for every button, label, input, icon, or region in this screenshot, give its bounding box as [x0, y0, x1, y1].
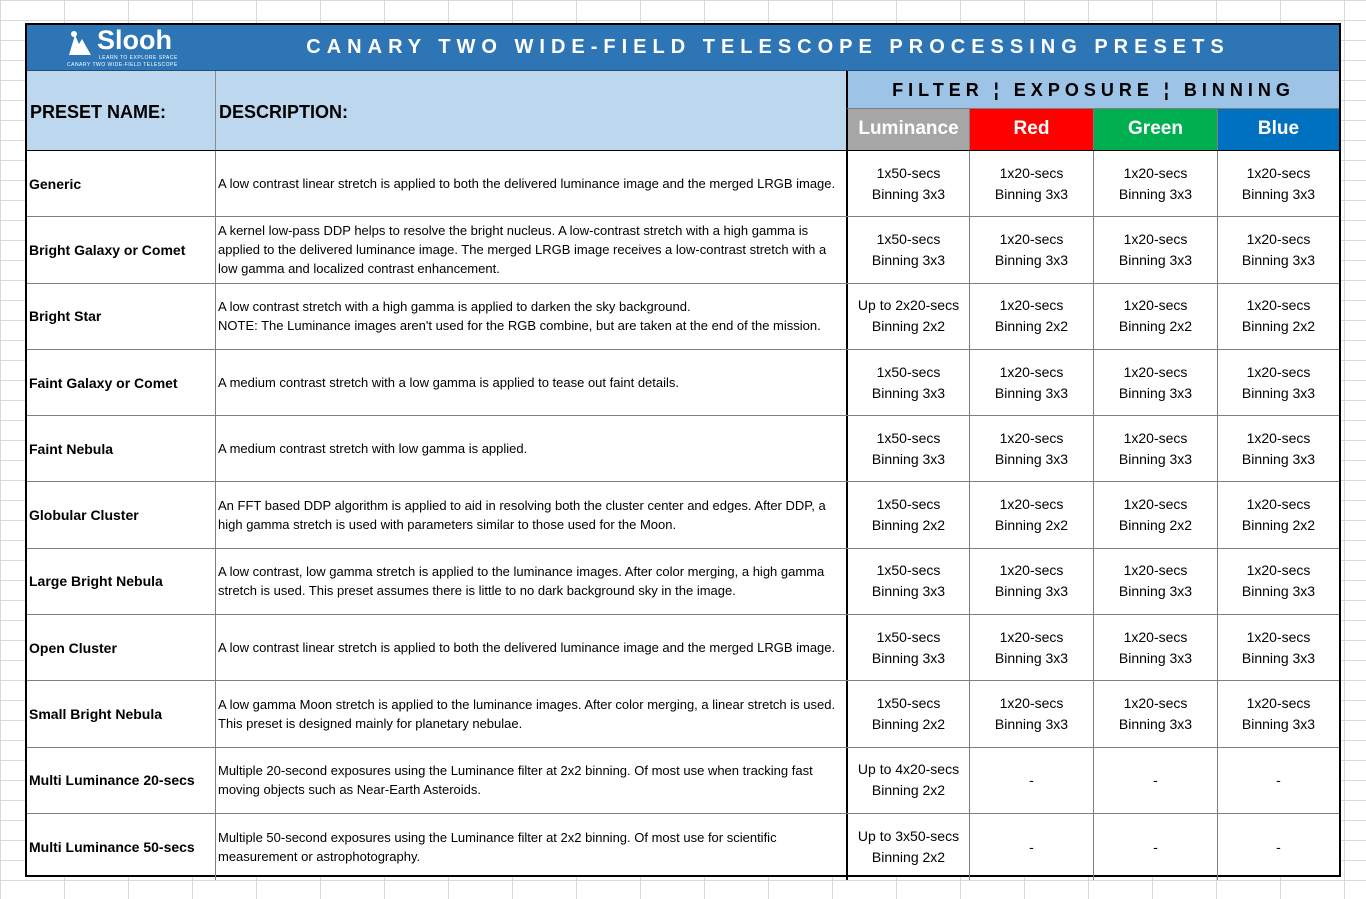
exposure-value: 1x20-secs	[1246, 429, 1311, 446]
exposure-value: 1x20-secs	[999, 297, 1064, 314]
filter-cell-blue	[1218, 416, 1339, 481]
description-text	[218, 439, 527, 458]
table-row	[27, 217, 1339, 283]
binning-value: Binning 3x3	[1118, 185, 1193, 202]
filter-cell-green	[1094, 482, 1218, 547]
column-header-description: DESCRIPTION:	[216, 71, 846, 150]
table-row	[27, 151, 1339, 217]
preset-description-cell	[216, 217, 846, 282]
exposure-value: -	[1276, 838, 1281, 855]
slooh-logo	[65, 25, 178, 68]
filter-header-red: Red	[970, 109, 1094, 150]
preset-description-cell	[216, 350, 846, 415]
description-text	[218, 496, 843, 534]
title-banner	[27, 25, 1339, 72]
table-row	[27, 350, 1339, 416]
binning-value: Binning 2x2	[871, 716, 946, 733]
preset-name-cell: Faint Galaxy or Comet	[27, 350, 216, 415]
description-text	[218, 221, 843, 278]
exposure-value: 1x20-secs	[1246, 562, 1311, 579]
filter-cell-red	[970, 681, 1094, 746]
binning-value: Binning 3x3	[1118, 450, 1193, 467]
filter-cell-luminance	[846, 284, 970, 349]
exposure-value: -	[1276, 771, 1281, 788]
binning-value: Binning 3x3	[1118, 716, 1193, 733]
exposure-value: 1x20-secs	[999, 230, 1064, 247]
description-line: A low gamma Moon stretch is applied to the luminance images. After color merging, a linear stretch is used. This preset is designed mainly for planetary nebulae.	[218, 697, 836, 732]
filter-cell-green	[1094, 615, 1218, 680]
exposure-value: 1x20-secs	[1123, 628, 1188, 645]
exposure-value: 1x20-secs	[1246, 297, 1311, 314]
binning-value: Binning 3x3	[994, 716, 1069, 733]
exposure-value: 1x20-secs	[1123, 230, 1188, 247]
filter-cell-blue	[1218, 284, 1339, 349]
binning-value: Binning 3x3	[994, 450, 1069, 467]
exposure-value: 1x20-secs	[1246, 695, 1311, 712]
binning-value: Binning 2x2	[1118, 517, 1193, 534]
exposure-value: 1x20-secs	[999, 562, 1064, 579]
filter-cell-green	[1094, 284, 1218, 349]
exposure-value: 1x20-secs	[1246, 164, 1311, 181]
description-line: A kernel low-pass DDP helps to resolve the bright nucleus. A low-contrast stretch with a high gamma is applied to the delivered luminance image. The merged LRGB image receives a low-contrast stretch with a low gamma and localized contrast enhancement.	[218, 223, 827, 277]
binning-value: Binning 2x2	[871, 782, 946, 799]
filter-cell-red	[970, 549, 1094, 614]
column-header-preset-name: PRESET NAME:	[27, 71, 216, 150]
filter-cell-luminance	[846, 615, 970, 680]
description-text	[218, 562, 843, 600]
filter-cell-blue	[1218, 814, 1339, 880]
exposure-value: 1x20-secs	[1246, 230, 1311, 247]
filter-header-luminance: Luminance	[846, 109, 970, 150]
table-row	[27, 284, 1339, 350]
exposure-value: 1x20-secs	[1123, 363, 1188, 380]
binning-value: Binning 3x3	[994, 185, 1069, 202]
preset-description-cell	[216, 284, 846, 349]
filter-cell-luminance	[846, 681, 970, 746]
exposure-value: 1x50-secs	[876, 164, 941, 181]
binning-value: Binning 3x3	[871, 450, 946, 467]
table-row	[27, 748, 1339, 814]
filter-cell-blue	[1218, 151, 1339, 216]
exposure-value: -	[1029, 838, 1034, 855]
filter-cell-luminance	[846, 549, 970, 614]
exposure-value: 1x20-secs	[999, 628, 1064, 645]
filter-cell-luminance	[846, 151, 970, 216]
filter-header-blue: Blue	[1218, 109, 1339, 150]
description-line: A medium contrast stretch with low gamma is applied.	[218, 441, 528, 457]
description-line: A medium contrast stretch with a low gamma is applied to tease out faint details.	[218, 375, 680, 391]
preset-description-cell	[216, 615, 846, 680]
preset-description-cell	[216, 549, 846, 614]
filter-cell-luminance	[846, 814, 970, 880]
binning-value: Binning 3x3	[1118, 583, 1193, 600]
description-text	[218, 695, 843, 733]
filter-cell-green	[1094, 151, 1218, 216]
filter-cell-red	[970, 615, 1094, 680]
filter-cell-blue	[1218, 217, 1339, 282]
exposure-value: -	[1153, 771, 1158, 788]
description-text	[218, 828, 843, 866]
logo-wordmark: Slooh	[97, 25, 172, 55]
preset-name-cell: Open Cluster	[27, 615, 216, 680]
binning-value: Binning 2x2	[1241, 318, 1316, 335]
filter-cell-green	[1094, 681, 1218, 746]
preset-name-cell: Faint Nebula	[27, 416, 216, 481]
description-text	[218, 174, 835, 193]
table-row	[27, 814, 1339, 880]
exposure-value: Up to 2x20-secs	[857, 297, 960, 314]
filter-cell-green	[1094, 748, 1218, 813]
filter-cell-green	[1094, 350, 1218, 415]
binning-value: Binning 3x3	[1241, 649, 1316, 666]
exposure-value: 1x50-secs	[876, 429, 941, 446]
logo-tagline: LEARN TO EXPLORE SPACE	[99, 55, 178, 61]
binning-value: Binning 2x2	[1241, 517, 1316, 534]
exposure-value: 1x20-secs	[999, 429, 1064, 446]
binning-value: Binning 3x3	[1118, 649, 1193, 666]
binning-value: Binning 3x3	[871, 649, 946, 666]
preset-description-cell	[216, 814, 846, 880]
preset-description-cell	[216, 748, 846, 813]
exposure-value: 1x20-secs	[1246, 628, 1311, 645]
filter-cell-blue	[1218, 681, 1339, 746]
filter-cell-blue	[1218, 615, 1339, 680]
binning-value: Binning 3x3	[994, 384, 1069, 401]
preset-name-cell: Small Bright Nebula	[27, 681, 216, 746]
filter-cell-blue	[1218, 350, 1339, 415]
exposure-value: 1x20-secs	[999, 695, 1064, 712]
filter-cell-luminance	[846, 350, 970, 415]
description-line: A low contrast stretch with a high gamma is applied to darken the sky background.	[218, 299, 691, 315]
binning-value: Binning 3x3	[1241, 450, 1316, 467]
binning-value: Binning 3x3	[1241, 583, 1316, 600]
exposure-value: Up to 4x20-secs	[857, 761, 960, 778]
exposure-value: 1x20-secs	[999, 164, 1064, 181]
binning-value: Binning 3x3	[1241, 384, 1316, 401]
table-row	[27, 615, 1339, 681]
binning-value: Binning 3x3	[871, 251, 946, 268]
filter-cell-red	[970, 416, 1094, 481]
exposure-value: 1x20-secs	[1123, 695, 1188, 712]
exposure-value: 1x50-secs	[876, 363, 941, 380]
exposure-value: 1x20-secs	[1123, 297, 1188, 314]
binning-value: Binning 2x2	[994, 318, 1069, 335]
filter-cell-red	[970, 217, 1094, 282]
preset-description-cell	[216, 482, 846, 547]
exposure-value: Up to 3x50-secs	[857, 828, 960, 845]
exposure-value: 1x50-secs	[876, 230, 941, 247]
preset-description-cell	[216, 416, 846, 481]
exposure-value: 1x20-secs	[1246, 363, 1311, 380]
binning-value: Binning 3x3	[994, 251, 1069, 268]
column-header-filter-group: FILTER ¦ EXPOSURE ¦ BINNING	[846, 71, 1339, 109]
binning-value: Binning 3x3	[1241, 716, 1316, 733]
filter-cell-luminance	[846, 748, 970, 813]
description-text	[218, 373, 679, 392]
description-line: A low contrast, low gamma stretch is applied to the luminance images. After color merging, a high gamma stretch is used. This preset assumes there is little to no dark background sky in the image.	[218, 564, 825, 599]
filter-cell-red	[970, 350, 1094, 415]
exposure-value: 1x20-secs	[1123, 164, 1188, 181]
exposure-value: 1x20-secs	[1123, 496, 1188, 513]
filter-cell-luminance	[846, 217, 970, 282]
binning-value: Binning 3x3	[871, 583, 946, 600]
exposure-value: 1x20-secs	[1123, 429, 1188, 446]
binning-value: Binning 3x3	[871, 384, 946, 401]
exposure-value: 1x50-secs	[876, 562, 941, 579]
binning-value: Binning 3x3	[1118, 384, 1193, 401]
exposure-value: -	[1153, 838, 1158, 855]
preset-name-cell: Generic	[27, 151, 216, 216]
binning-value: Binning 3x3	[1241, 251, 1316, 268]
binning-value: Binning 3x3	[1241, 185, 1316, 202]
description-text	[218, 297, 821, 335]
exposure-value: 1x50-secs	[876, 496, 941, 513]
description-text	[218, 761, 843, 799]
exposure-value: -	[1029, 771, 1034, 788]
preset-name-cell: Multi Luminance 20-secs	[27, 748, 216, 813]
description-line: A low contrast linear stretch is applied to both the delivered luminance image and the merged LRGB image.	[218, 176, 836, 192]
filter-header-green: Green	[1094, 109, 1218, 150]
exposure-value: 1x50-secs	[876, 695, 941, 712]
filter-cell-green	[1094, 217, 1218, 282]
description-line: An FFT based DDP algorithm is applied to aid in resolving both the cluster center and edges. After DDP, a high gamma stretch is used with parameters similar to those used for the Moon.	[218, 498, 826, 533]
preset-name-cell: Large Bright Nebula	[27, 549, 216, 614]
description-line: Multiple 20-second exposures using the Luminance filter at 2x2 binning. Of most use when tracking fast moving objects such as Near-Earth Asteroids.	[218, 763, 813, 798]
filter-cell-red	[970, 151, 1094, 216]
table-row	[27, 681, 1339, 747]
binning-value: Binning 2x2	[871, 318, 946, 335]
exposure-value: 1x20-secs	[1123, 562, 1188, 579]
binning-value: Binning 2x2	[1118, 318, 1193, 335]
binning-value: Binning 2x2	[994, 517, 1069, 534]
preset-description-cell	[216, 681, 846, 746]
table-row	[27, 482, 1339, 548]
binning-value: Binning 2x2	[871, 517, 946, 534]
preset-name-cell: Bright Star	[27, 284, 216, 349]
table-row	[27, 549, 1339, 615]
filter-cell-luminance	[846, 482, 970, 547]
preset-description-cell	[216, 151, 846, 216]
page-title: CANARY TWO WIDE-FIELD TELESCOPE PROCESSING PRESETS	[306, 36, 1230, 58]
filter-cell-blue	[1218, 549, 1339, 614]
binning-value: Binning 3x3	[1118, 251, 1193, 268]
preset-name-cell: Bright Galaxy or Comet	[27, 217, 216, 282]
table-row	[27, 416, 1339, 482]
filter-cell-blue	[1218, 482, 1339, 547]
description-text	[218, 638, 835, 657]
preset-name-cell: Globular Cluster	[27, 482, 216, 547]
binning-value: Binning 3x3	[871, 185, 946, 202]
filter-cell-blue	[1218, 748, 1339, 813]
filter-cell-luminance	[846, 416, 970, 481]
exposure-value: 1x20-secs	[1246, 496, 1311, 513]
preset-name-cell: Multi Luminance 50-secs	[27, 814, 216, 880]
exposure-value: 1x50-secs	[876, 628, 941, 645]
filter-cell-red	[970, 482, 1094, 547]
description-line: NOTE: The Luminance images aren't used for the RGB combine, but are taken at the end of the mission.	[218, 318, 821, 334]
description-line: A low contrast linear stretch is applied to both the delivered luminance image and the merged LRGB image.	[218, 640, 836, 656]
filter-cell-green	[1094, 416, 1218, 481]
filter-cell-red	[970, 748, 1094, 813]
binning-value: Binning 3x3	[994, 649, 1069, 666]
binning-value: Binning 2x2	[871, 849, 946, 866]
preset-table-body	[27, 151, 1339, 880]
filter-cell-green	[1094, 549, 1218, 614]
filter-cell-green	[1094, 814, 1218, 880]
presets-sheet	[25, 23, 1341, 877]
description-line: Multiple 50-second exposures using the Luminance filter at 2x2 binning. Of most use for scientific measurement or astrophotography.	[218, 830, 777, 865]
logo-subtagline: CANARY TWO WIDE-FIELD TELESCOPE	[67, 62, 178, 68]
exposure-value: 1x20-secs	[999, 496, 1064, 513]
filter-cell-red	[970, 814, 1094, 880]
binning-value: Binning 3x3	[994, 583, 1069, 600]
exposure-value: 1x20-secs	[999, 363, 1064, 380]
slooh-logo-icon	[65, 28, 95, 58]
filter-cell-red	[970, 284, 1094, 349]
